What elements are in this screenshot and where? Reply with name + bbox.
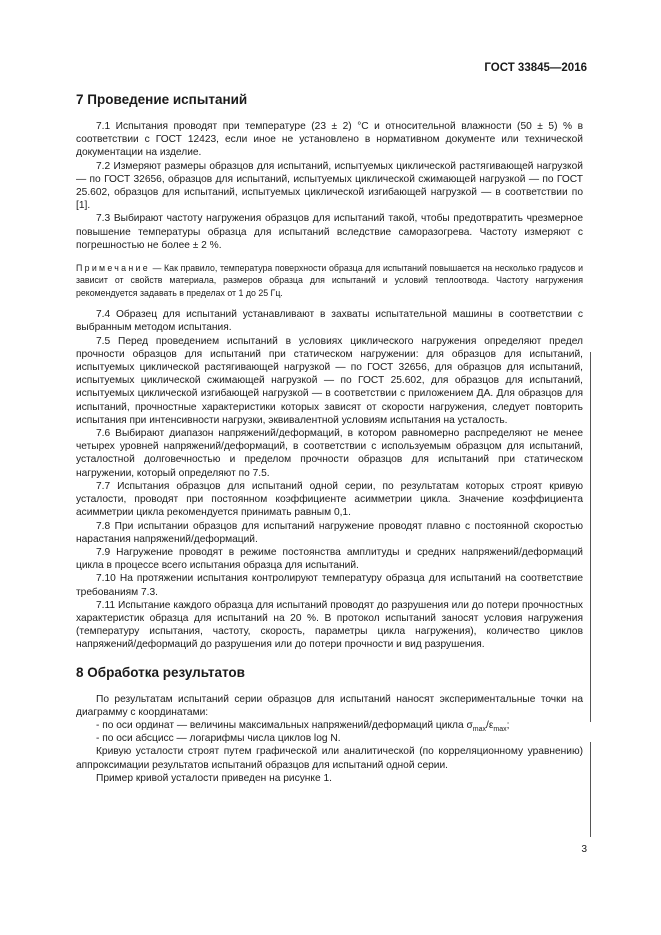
- page-body: [76, 92, 583, 785]
- paragraph-8-example: Пример кривой усталости приведен на рисунке 1.: [96, 772, 332, 784]
- paragraph-7-1: 7.1 Испытания проводят при температуре (23 ± 2) °С и относительной влажности (50 ± 5) % в соответствии с ГОСТ 12423, если иное не установлено в нормативном документе или технической документации на изделие.: [76, 121, 583, 159]
- paragraph-7-5: 7.5 Перед проведением испытаний в условиях циклического нагружения определяют предел прочности образцов для испытаний при статическом нагружении: для образцов для испытаний, испытуемых циклической растягивающей нагрузкой — по ГОСТ 32656, для образцов для испытаний, испытуемых циклической сжимающей нагрузкой — по ГОСТ 25.602, для образцов для испытаний, испытуемых циклической изгибающей нагрузкой — в соответствии с приложением ДА. Для образцов для испытаний, прочностные характеристики которых зависят от скорости нагружения, следует повторить испытания при интенсивности нагрузки, эквивалентной условиям испытания на усталость.: [76, 335, 583, 426]
- page-number: 3: [581, 844, 587, 855]
- paragraph-7-7: 7.7 Испытания образцов для испытаний одной серии, по результатам которых строят кривую усталости, проводят при постоянном коэффициенте асимметрии цикла. Значение коэффициента асимметрии цикла рекомендуется принимать равным 0,1.: [76, 480, 583, 519]
- list-item-abscissa: - по оси абсцисс — логарифмы числа циклов log N.: [96, 733, 341, 745]
- list-item-ordinate-end: ;: [506, 719, 510, 731]
- paragraph-7-11: 7.11 Испытание каждого образца для испытаний проводят до разрушения или до потери прочностных характеристик образца для испытаний на 20 %. В протокол испытаний заносят условия нагружения (температуру испытания, частоту, скорость, параметры цикла нагружения), количество циклов напряжений/деформаций до разрушения или до потери прочности и вид разрушения.: [76, 599, 583, 651]
- paragraph-8-intro: По результатам испытаний серии образцов для испытаний наносят экспериментальные точки на диаграмму с координатами:: [76, 693, 583, 718]
- paragraph-7-6: 7.6 Выбирают диапазон напряжений/деформаций, в котором равномерно распределяют не менее четырех уровней напряжений/деформаций, в соответствии с используемым образцом для испытаний, усталостной долговечностью и пределом прочности образцов для испытаний при статическом нагружении, который определяют по 7.5.: [76, 428, 583, 479]
- subscript-max-sigma: max: [472, 725, 486, 733]
- list-item-ordinate-text: - по оси ординат — величины максимальных напряжений/деформаций цикла σ: [96, 719, 473, 731]
- note-label: Примечание: [76, 263, 150, 274]
- paragraph-7-4: 7.4 Образец для испытаний устанавливают в захваты испытательной машины в соответствии с выбранным методом испытания.: [76, 309, 583, 334]
- change-bar-section-8: [590, 742, 591, 837]
- section-8-title: 8 Обработка результатов: [76, 664, 245, 680]
- list-item-ordinate-sep: /ε: [485, 719, 494, 731]
- change-bar-section-7: [590, 352, 591, 722]
- paragraph-7-8: 7.8 При испытании образцов для испытаний нагружение проводят плавно с постоянной скоростью нарастания напряжений/деформаций.: [76, 520, 583, 545]
- list-item-ordinate: [76, 719, 583, 732]
- paragraph-7-10: 7.10 На протяжении испытания контролируют температуру образца для испытаний на соответствие требованиям 7.3.: [76, 573, 583, 598]
- paragraph-7-9: 7.9 Нагружение проводят в режиме постоянства амплитуды и средних напряжений/деформаций цикла в процессе всего испытания образца для испытаний.: [76, 546, 583, 572]
- note-text: — Как правило, температура поверхности образца для испытаний повышается на несколько градусов и зависит от свойств материала, размеров образца для испытаний и условий теплоотвода. Частоту нагружения рекомендуется задавать в пределах от 1 до 25 Гц.: [76, 263, 583, 298]
- section-7-title: 7 Проведение испытаний: [76, 92, 248, 107]
- paragraph-8-curve: Кривую усталости строят путем графической или аналитической (по корреляционному уравнению) аппроксимации результатов испытаний образцов для испытаний одной серии.: [76, 746, 583, 771]
- subscript-max-epsilon: max: [493, 725, 507, 733]
- paragraph-7-2: 7.2 Измеряют размеры образцов для испытаний, испытуемых циклической растягивающей нагрузкой — по ГОСТ 32656, образцов для испытаний, испытуемых циклической сжимающей нагрузкой — по ГОСТ 25.602, образцов для испытаний, испытуемых циклической изгибающей нагрузкой — в соответствии по [1].: [76, 160, 583, 212]
- paragraph-7-3: 7.3 Выбирают частоту нагружения образцов для испытаний такой, чтобы предотвратить чрезмерное повышение температуры образца для испытаний вследствие саморазогрева. Частоту измеряют с погрешностью не более ± 2 %.: [76, 213, 583, 251]
- note: [76, 262, 583, 299]
- document-code: ГОСТ 33845—2016: [484, 62, 587, 74]
